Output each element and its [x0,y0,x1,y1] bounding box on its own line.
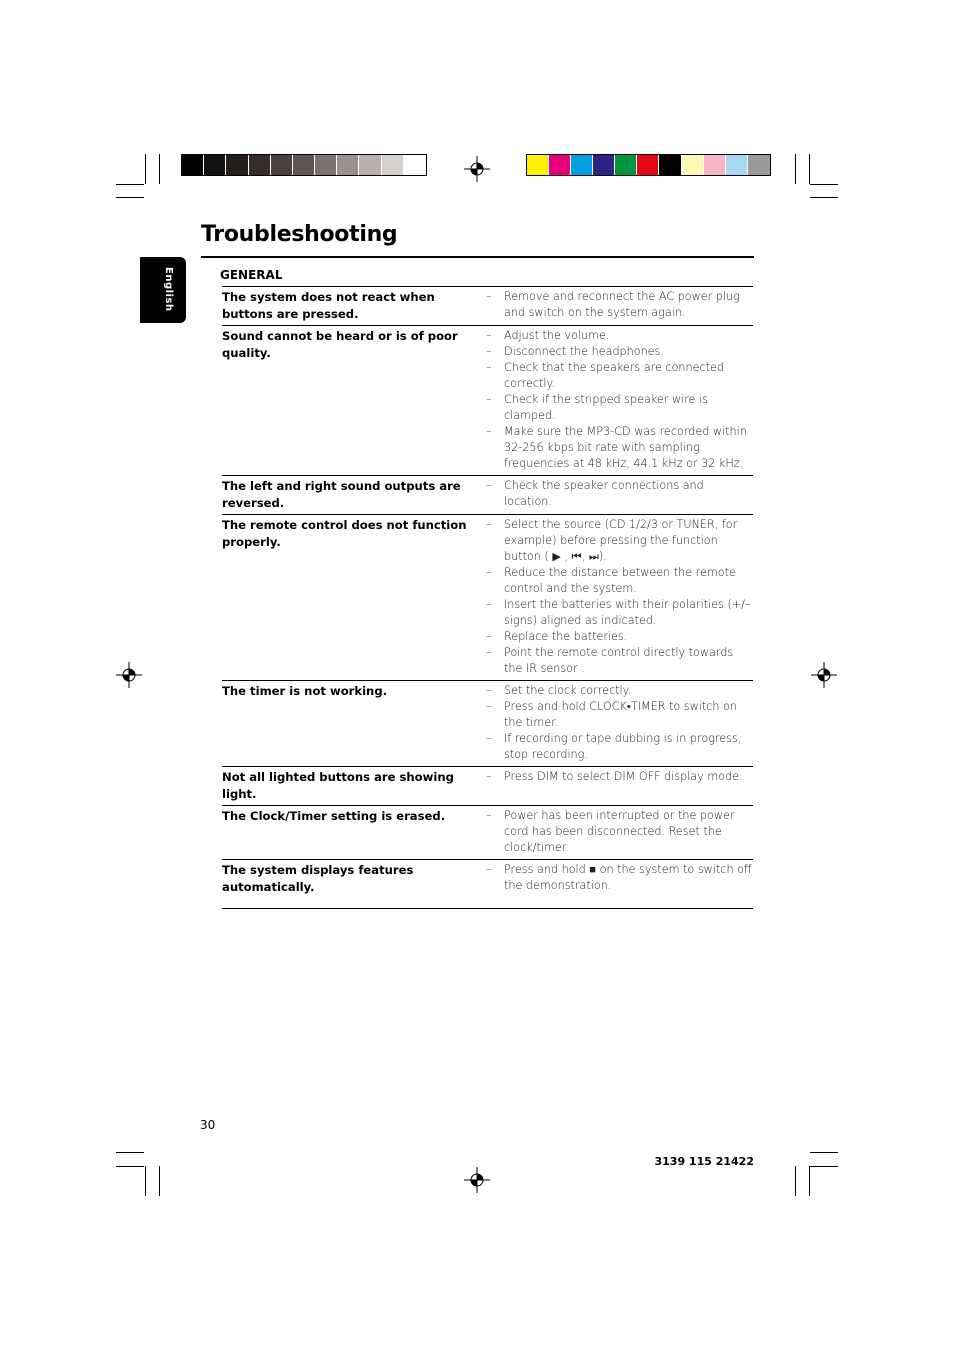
solution-text: Press DIM to select DIM OFF display mode. [504,770,743,783]
crop-mark [116,1166,144,1167]
color-swatch [293,155,315,175]
solution-item [486,731,753,763]
crop-mark [159,154,160,184]
color-calibration-bar [526,154,771,176]
color-swatch [204,155,226,175]
solution-item [486,769,753,785]
registration-target-icon [464,156,490,182]
crop-mark [809,1166,810,1196]
solution-item [486,328,753,344]
solution-item [486,289,753,321]
solution-text: Select the source (CD 1/2/3 or TUNER, for example) before pressing the function button ( ▶ , ⏮, ⏭). [504,518,738,563]
problem-text: The timer is not working. [222,684,388,698]
color-swatch [726,155,748,175]
color-swatch [337,155,359,175]
dash-bullet: – [486,809,492,822]
section-heading: GENERAL [220,268,283,282]
problem-text: The Clock/Timer setting is erased. [222,809,446,823]
dash-bullet: – [486,630,492,643]
solution-item [486,699,753,731]
table-row [222,767,753,806]
color-swatch [527,155,549,175]
color-swatch [748,155,770,175]
title-rule [201,256,754,258]
color-swatch [315,155,337,175]
dash-bullet: – [486,684,492,697]
table-row [222,860,753,909]
dash-bullet: – [486,345,492,358]
color-swatch [549,155,571,175]
language-tab [140,257,186,323]
solution-item [486,645,753,677]
dash-bullet: – [486,646,492,659]
color-swatch [593,155,615,175]
solution-item [486,683,753,699]
document-code: 3139 115 21422 [654,1155,754,1168]
solution-list [480,808,753,856]
color-swatch [382,155,404,175]
solution-item [486,344,753,360]
dash-bullet: – [486,566,492,579]
language-tab-label: English [163,267,174,312]
solution-text: Disconnect the headphones. [504,345,664,358]
registration-target-icon [811,662,837,688]
solution-item [486,565,753,597]
table-row [222,515,753,681]
color-swatch [659,155,681,175]
table-row [222,476,753,515]
crop-mark [810,184,838,185]
solution-item [486,478,753,510]
dash-bullet: – [486,479,492,492]
crop-mark [116,1152,144,1153]
dash-bullet: – [486,863,492,876]
solution-text: Check if the stripped speaker wire is clamped. [504,393,708,422]
solution-item [486,424,753,472]
dash-bullet: – [486,598,492,611]
solution-list [480,862,753,895]
crop-mark [145,154,146,184]
dash-bullet: – [486,732,492,745]
solution-text: Check that the speakers are connected correctly. [504,361,725,390]
solution-text: Press and hold CLOCK•TIMER to switch on the timer. [504,700,737,729]
color-swatch [182,155,204,175]
solution-item [486,629,753,645]
solution-item [486,808,753,856]
crop-mark [116,184,144,185]
solution-text: Make sure the MP3-CD was recorded within 32-256 kbps bit rate with sampling frequencies at 48 kHz, 44.1 kHz or 32 kHz. [504,425,747,470]
color-swatch [404,155,426,175]
solution-text: Reduce the distance between the remote control and the system. [504,566,736,595]
problem-text: Sound cannot be heard or is of poor quality. [222,329,458,360]
table-row [222,326,753,476]
color-swatch [682,155,704,175]
solution-text: Insert the batteries with their polarities (+/– signs) aligned as indicated. [504,598,751,627]
dash-bullet: – [486,393,492,406]
problem-text: The system displays features automatically. [222,863,414,894]
problem-text: The remote control does not function properly. [222,518,467,549]
solution-text: Replace the batteries. [504,630,628,643]
color-swatch [637,155,659,175]
solution-text: Set the clock correctly. [504,684,632,697]
solution-text: If recording or tape dubbing is in progress, stop recording. [504,732,742,761]
solution-text: Power has been interrupted or the power cord has been disconnected. Reset the clock/timer. [504,809,735,854]
crop-mark [810,1152,838,1153]
dash-bullet: – [486,361,492,374]
color-swatch [249,155,271,175]
color-swatch [271,155,293,175]
dash-bullet: – [486,770,492,783]
solution-text: Point the remote control directly towards the IR sensor . [504,646,734,675]
color-swatch [359,155,381,175]
crop-mark [810,197,838,198]
solution-item [486,597,753,629]
dash-bullet: – [486,425,492,438]
solution-text: Adjust the volume. [504,329,610,342]
problem-text: The left and right sound outputs are reversed. [222,479,461,510]
crop-mark [810,1166,838,1167]
crop-mark [809,154,810,184]
page-title: Troubleshooting [201,222,398,247]
solution-text: Press and hold ■ on the system to switch off the demonstration. [504,863,752,892]
crop-mark [159,1166,160,1196]
page-number: 30 [200,1118,216,1132]
solution-list [480,289,753,322]
solution-list [480,478,753,511]
problem-text: The system does not react when buttons are pressed. [222,290,435,321]
solution-list [480,683,753,763]
color-swatch [226,155,248,175]
color-swatch [571,155,593,175]
solution-list [480,517,753,677]
table-row [222,681,753,767]
solution-list [480,769,753,802]
crop-mark [116,197,144,198]
grayscale-calibration-bar [181,154,427,176]
solution-list [480,328,753,472]
crop-mark [145,1166,146,1196]
registration-target-icon [464,1167,490,1193]
table-row [222,806,753,860]
dash-bullet: – [486,700,492,713]
dash-bullet: – [486,329,492,342]
troubleshooting-table [222,286,753,909]
solution-text: Check the speaker connections and location. [504,479,704,508]
solution-item [486,360,753,392]
solution-item [486,862,753,894]
problem-text: Not all lighted buttons are showing light. [222,770,454,801]
solution-item [486,517,753,565]
dash-bullet: – [486,518,492,531]
color-swatch [615,155,637,175]
crop-mark [795,154,796,184]
solution-text: Remove and reconnect the AC power plug and switch on the system again. [504,290,740,319]
registration-target-icon [116,662,142,688]
solution-item [486,392,753,424]
dash-bullet: – [486,290,492,303]
table-row [222,287,753,326]
crop-mark [795,1166,796,1196]
color-swatch [704,155,726,175]
